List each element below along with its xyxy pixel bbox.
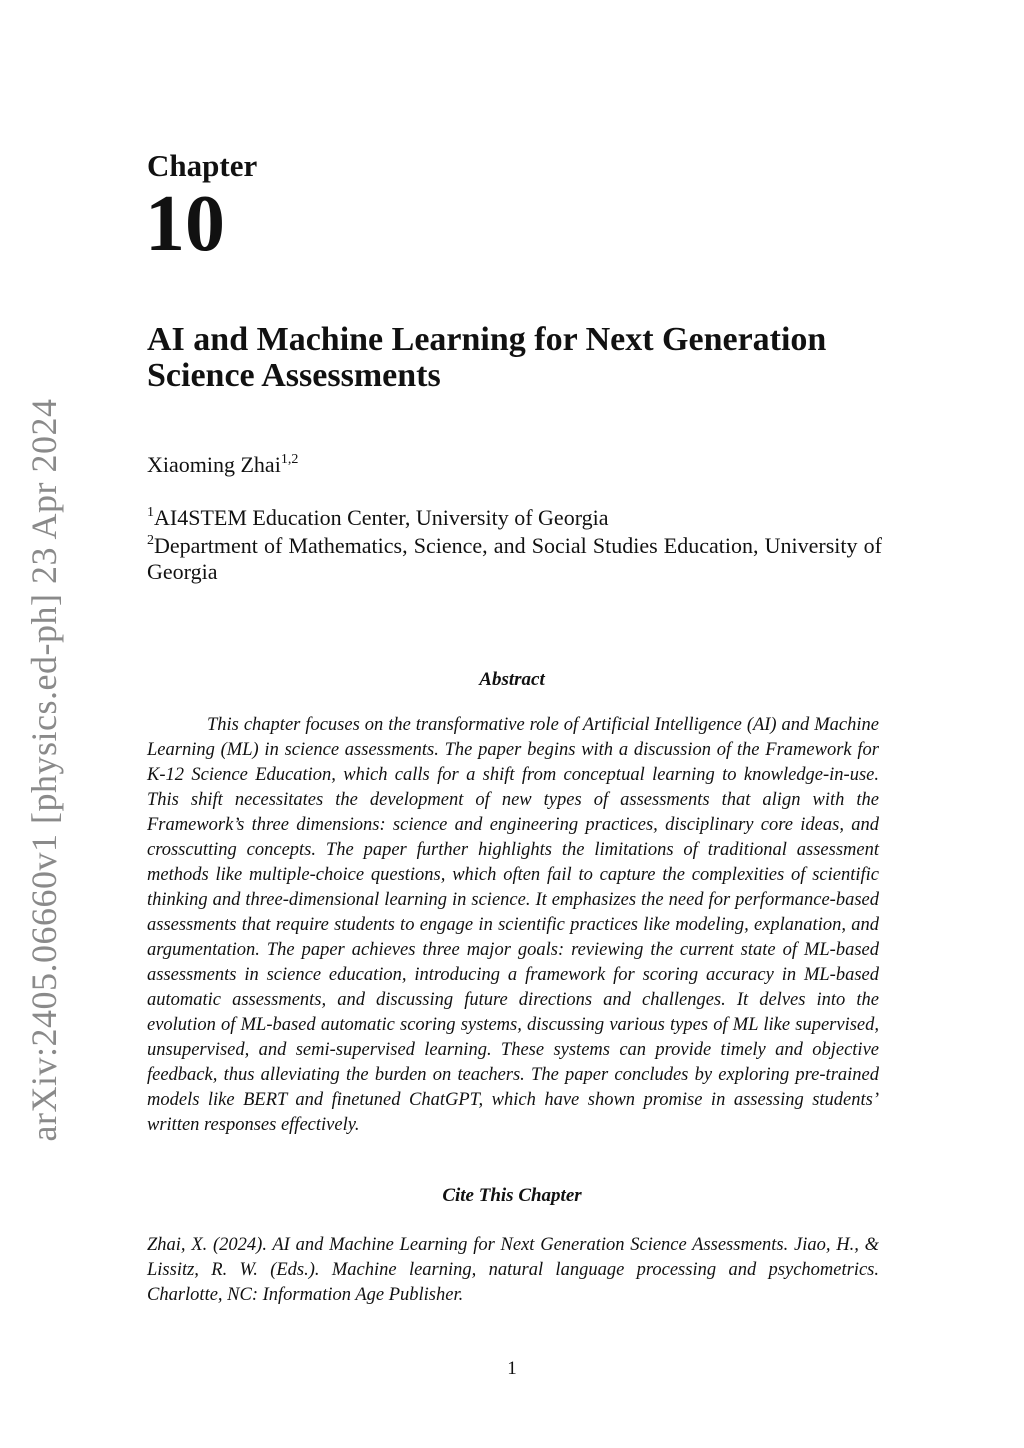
chapter-label: Chapter	[147, 148, 258, 183]
chapter-title: AI and Machine Learning for Next Generation Science Assessments	[147, 321, 827, 394]
page-number: 1	[507, 1358, 517, 1379]
affiliation-1-text: AI4STEM Education Center, University of Georgia	[154, 505, 609, 530]
author-affiliation-marks: 1,2	[280, 452, 299, 467]
affiliation-2	[147, 528, 882, 585]
citation-text: Zhai, X. (2024). AI and Machine Learning for Next Generation Science Assessments. Jiao, H., & Lissitz, R. W. (Eds.). Machine learning, natural language processing and psychometrics. Charlotte, NC: Information Age Publisher.	[147, 1235, 879, 1305]
arxiv-identifier-stamp: arXiv:2405.06660v1 [physics.ed-ph] 23 Apr 2024	[24, 398, 64, 1142]
affiliation-1	[147, 500, 882, 531]
abstract-body: This chapter focuses on the transformative role of Artificial Intelligence (AI) and Machine Learning (ML) in science assessments. The paper begins with a discussion of the Framework for K-12 Science Education, which calls for a shift from conceptual learning to knowledge-in-use. This shift necessitates the development of new types of assessments that align with the Framework’s three dimensions: science and engineering practices, disciplinary core ideas, and crosscutting concepts. The paper further highlights the limitations of traditional assessment methods like multiple-choice questions, which often fail to capture the complexities of scientific thinking and three-dimensional learning in science. It emphasizes the need for performance-based assessments that require students to engage in scientific practices like modeling, explanation, and argumentation. The paper achieves three major goals: reviewing the current state of ML-based assessments in science education, introducing a framework for scoring accuracy in ML-based automatic assessments, and discussing future directions and challenges. It delves into the evolution of ML-based automatic scoring systems, discussing various types of ML like supervised, unsupervised, and semi-supervised learning. These systems can provide timely and objective feedback, thus alleviating the burden on teachers. The paper concludes by exploring pre-trained models like BERT and finetuned ChatGPT, which have shown promise in assessing students’ written responses effectively.	[147, 715, 879, 1135]
chapter-number: 10	[145, 180, 225, 268]
affiliation-1-mark: 1	[147, 505, 154, 520]
author-name: Xiaoming Zhai	[147, 452, 281, 477]
affiliation-2-mark: 2	[147, 533, 154, 548]
abstract-heading: Abstract	[479, 669, 545, 690]
affiliation-2-text: Department of Mathematics, Science, and Social Studies Education, University of Georgia	[147, 533, 882, 584]
author	[147, 452, 298, 478]
cite-heading: Cite This Chapter	[442, 1185, 582, 1206]
